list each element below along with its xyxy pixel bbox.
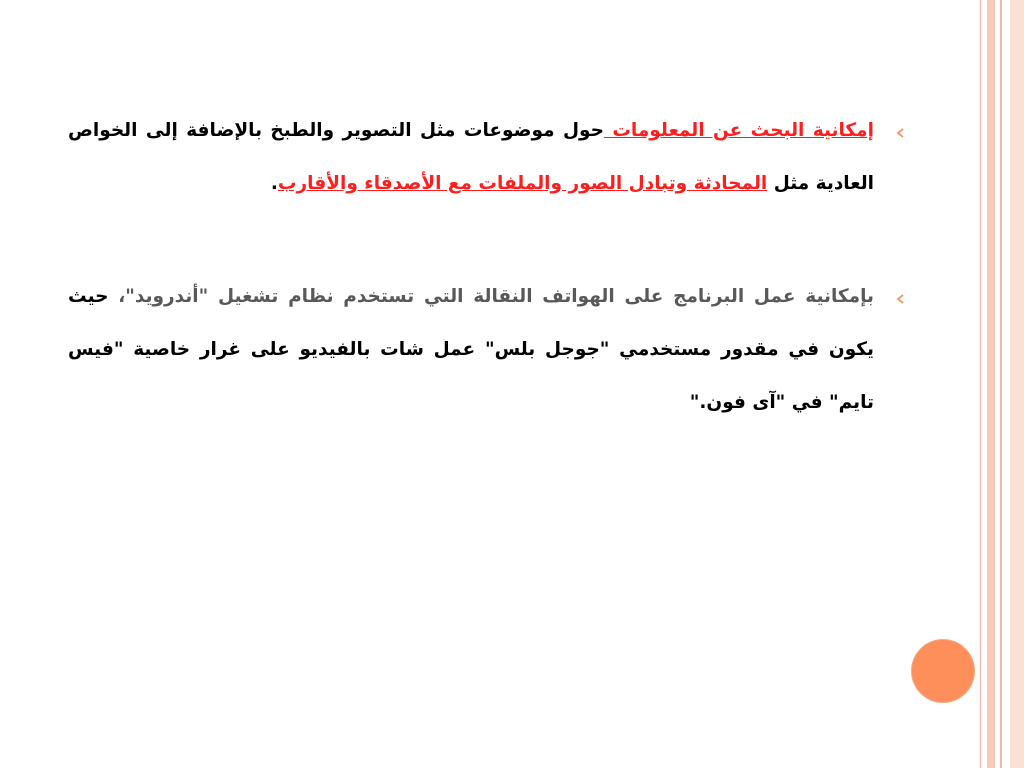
body-text: حيث يكون في مقدور مستخدمي "جوجل بلس" عمل شات بالفيديو على غرار خاصية "فيس تايم" في "آى فون." bbox=[68, 286, 874, 413]
arrow-bullet-icon bbox=[894, 293, 906, 305]
slide-content bbox=[68, 104, 908, 429]
side-stripe bbox=[1000, 0, 1002, 768]
side-stripe bbox=[980, 0, 981, 768]
bullet-item bbox=[68, 104, 908, 210]
highlighted-text: المحادثة وتبادل الصور والملفات مع الأصدقاء والأقارب bbox=[277, 173, 768, 194]
highlighted-text: إمكانية البحث عن المعلومات bbox=[603, 120, 874, 141]
side-stripe bbox=[1010, 0, 1024, 768]
arrow-bullet-icon bbox=[894, 127, 906, 139]
body-text: . bbox=[270, 173, 278, 194]
side-stripe bbox=[987, 0, 995, 768]
orange-circle-decoration bbox=[912, 640, 974, 702]
body-text-gray: بإمكانية عمل البرنامج على الهواتف النقالة التي تستخدم نظام تشغيل "أندرويد"، bbox=[108, 286, 874, 307]
body-text: حول موضوعات مثل التصوير والطبخ بالإضافة إلى الخواص العادية مثل bbox=[68, 120, 874, 194]
bullet-item bbox=[68, 270, 908, 429]
